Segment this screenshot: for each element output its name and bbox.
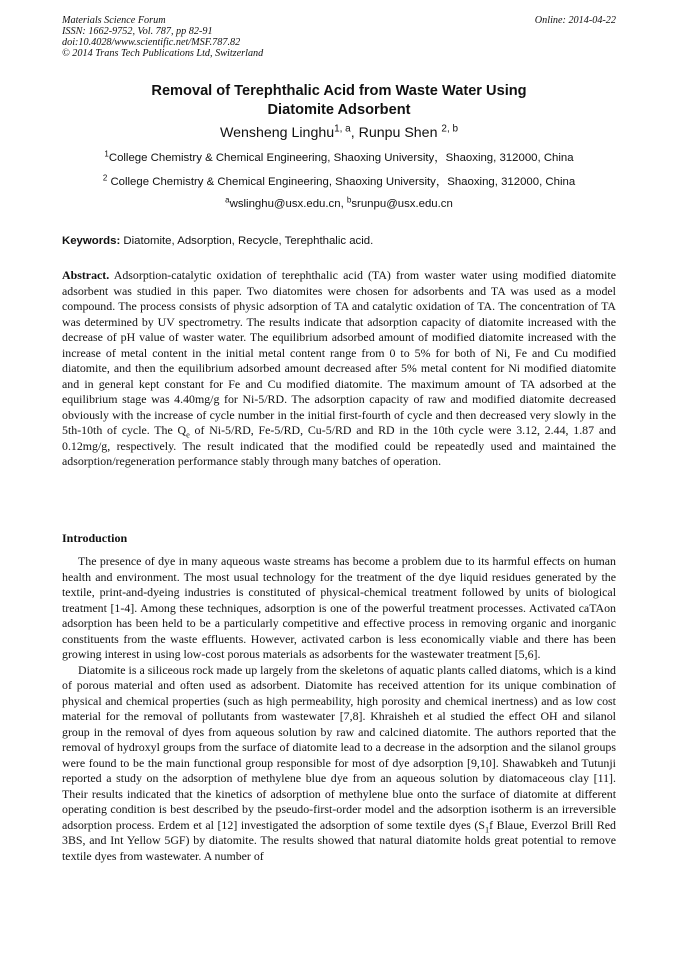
- abstract: [62, 268, 616, 470]
- paragraph-2-subscript: 1: [485, 824, 490, 834]
- affiliation-2-number: 2: [102, 173, 108, 183]
- author-2-affiliation-marker: 2, b: [441, 123, 458, 135]
- abstract-text-continued: of Ni-5/RD, Fe-5/RD, Cu-5/RD and RD in the 10th cycle were 3.12, 2.44, 1.87 and 0.12mg/g, respectively. The result indicated that the modified could be repeatedly used and maintained the adsorption/regeneration performance stably through many batches of operation.: [62, 423, 616, 468]
- affiliation-2-text: College Chemistry & Chemical Engineering, Shaoxing University，Shaoxing, 312000, China: [110, 176, 576, 188]
- abstract-text: Adsorption-catalytic oxidation of terephthalic acid (TA) from waster water using modified diatomite adsorbent was studied in this paper. Two diatomites were chosen for adsorbents and TA was used as a model compound. The process consists of physic adsorption of TA and catalytic oxidation of TA. The concentration of TA was determined by UV spectrometry. The results indicate that adsorption capacity of diatomite increased with the decrease of pH value of waster water. The equilibrium adsorbed amount of modified diatomite increased with the increase of metal content in the initial metal content range from 0 to 5% for both of Ni, Fe and Cu modified diatomite, and then the equilibrium adsorbed amount decreased after 5% metal content for Ni modified diatomite and in general kept constant for Fe and Cu modified diatomite. The maximum amount of TA adsorbed at the equilibrium stage was 4.40mg/g for Ni-5/RD. The adsorption capacity of raw and modified diatomite decreased obviously with the increase of cycle number in the initial first-fourth of cycle and then decreased very slowly in the 5th-10th of cycle. The Q: [62, 268, 616, 437]
- doi-line: doi:10.4028/www.scientific.net/MSF.787.82: [62, 37, 241, 48]
- author-1-affiliation-marker: 1, a: [334, 123, 351, 135]
- affiliation-1-text: College Chemistry & Chemical Engineering, Shaoxing University，Shaoxing, 312000, China: [108, 152, 574, 164]
- paper-title: [62, 82, 616, 120]
- introduction-heading: Introduction: [62, 531, 128, 545]
- title-line-2: Diatomite Adsorbent: [267, 102, 411, 118]
- affiliation-1: [62, 151, 616, 165]
- email-separator: ,: [340, 198, 347, 210]
- affiliation-2: [62, 175, 616, 189]
- title-line-1: Removal of Terephthalic Acid from Waste Water Using: [151, 83, 527, 99]
- affiliation-1-number: 1: [104, 149, 109, 159]
- paragraph-2-text-continued: f Blaue, Everzol Brill Red 3BS, and Int Yellow 5GF) by diatomite. The results showed that natural diatomite holds great potential to remove textile dyes from wastewater. A number of: [62, 817, 616, 863]
- keywords-text: Diatomite, Adsorption, Recycle, Terephthalic acid.: [123, 235, 374, 247]
- author-1-name: Wensheng Linghu: [220, 125, 335, 141]
- author-list: [62, 124, 616, 142]
- email-a: wslinghu@usx.edu.cn: [229, 198, 341, 210]
- abstract-q-subscript: e: [186, 430, 190, 440]
- keywords: [62, 234, 616, 248]
- journal-name: Materials Science Forum: [62, 15, 166, 26]
- abstract-label: Abstract.: [62, 268, 110, 282]
- issn-line: ISSN: 1662-9752, Vol. 787, pp 82-91: [62, 26, 213, 37]
- introduction-paragraph-2: [62, 663, 616, 865]
- journal-header: [62, 15, 263, 59]
- author-separator: ,: [350, 125, 359, 141]
- email-b: srunpu@usx.edu.cn: [351, 198, 453, 210]
- introduction-body: [62, 554, 616, 864]
- introduction-paragraph-1: The presence of dye in many aqueous waste streams has become a problem due to its harmful effects on human health and environment. The most usual technology for the treatment of the dye liquid residues generated by the textile, print-and-dyeing industries is constituted of physical-chemical treatment followed by units of biological treatment [1-4]. Among these techniques, adsorption is one of the powerful treatment processes. Activated caTAon adsorption has been held to be a particularly competitive and effective process in removing organic and inorganic constituents from the waste effluents. However, activated carbon is less economically viable and there has been growing interest in using low-cost porous materials as adsorbents for the wastewater treatment [5,6].: [62, 554, 616, 661]
- author-emails: [62, 197, 616, 211]
- email-a-marker: a: [225, 195, 230, 205]
- author-2-name: Runpu Shen: [358, 125, 438, 141]
- copyright-line: © 2014 Trans Tech Publications Ltd, Switzerland: [62, 48, 264, 59]
- keywords-label: Keywords:: [62, 235, 121, 247]
- online-date: Online: 2014-04-22: [534, 15, 616, 26]
- paragraph-2-text: Diatomite is a siliceous rock made up largely from the skeletons of aquatic plants called diatoms, which is a kind of porous material and often used as adsorbent. Diatomite has received attention for its unique combination of physical and chemical properties (such as high permeability, high porosity and chemical inertness) and as low cost material for the removal of pollutants from wastewater [7,8]. Khraisheh et al studied the effect OH and silanol group in the removal of dyes from aqueous solution by raw and calcined diatomite. The authors reported that the removal of hydroxyl groups from the surface of diatomite lead to a decrease in the adsorption and the silanol groups were found to be the main functional group responsible for most of dye adsorption [9,10]. Shawabkeh and Tutunji reported a study on the adsorption of methylene blue dye from an aqueous solution by diatomaceous clay [11]. Their results indicated that the kinetics of adsorption of methylene blue onto the surface of diatomite at different operating condition is best described by the pseudo-first-order model and the adsorption isotherm is an irreversible adsorption process. Erdem et al [12] investigated the adsorption of some textile dyes (S: [62, 662, 616, 832]
- email-b-marker: b: [346, 195, 352, 205]
